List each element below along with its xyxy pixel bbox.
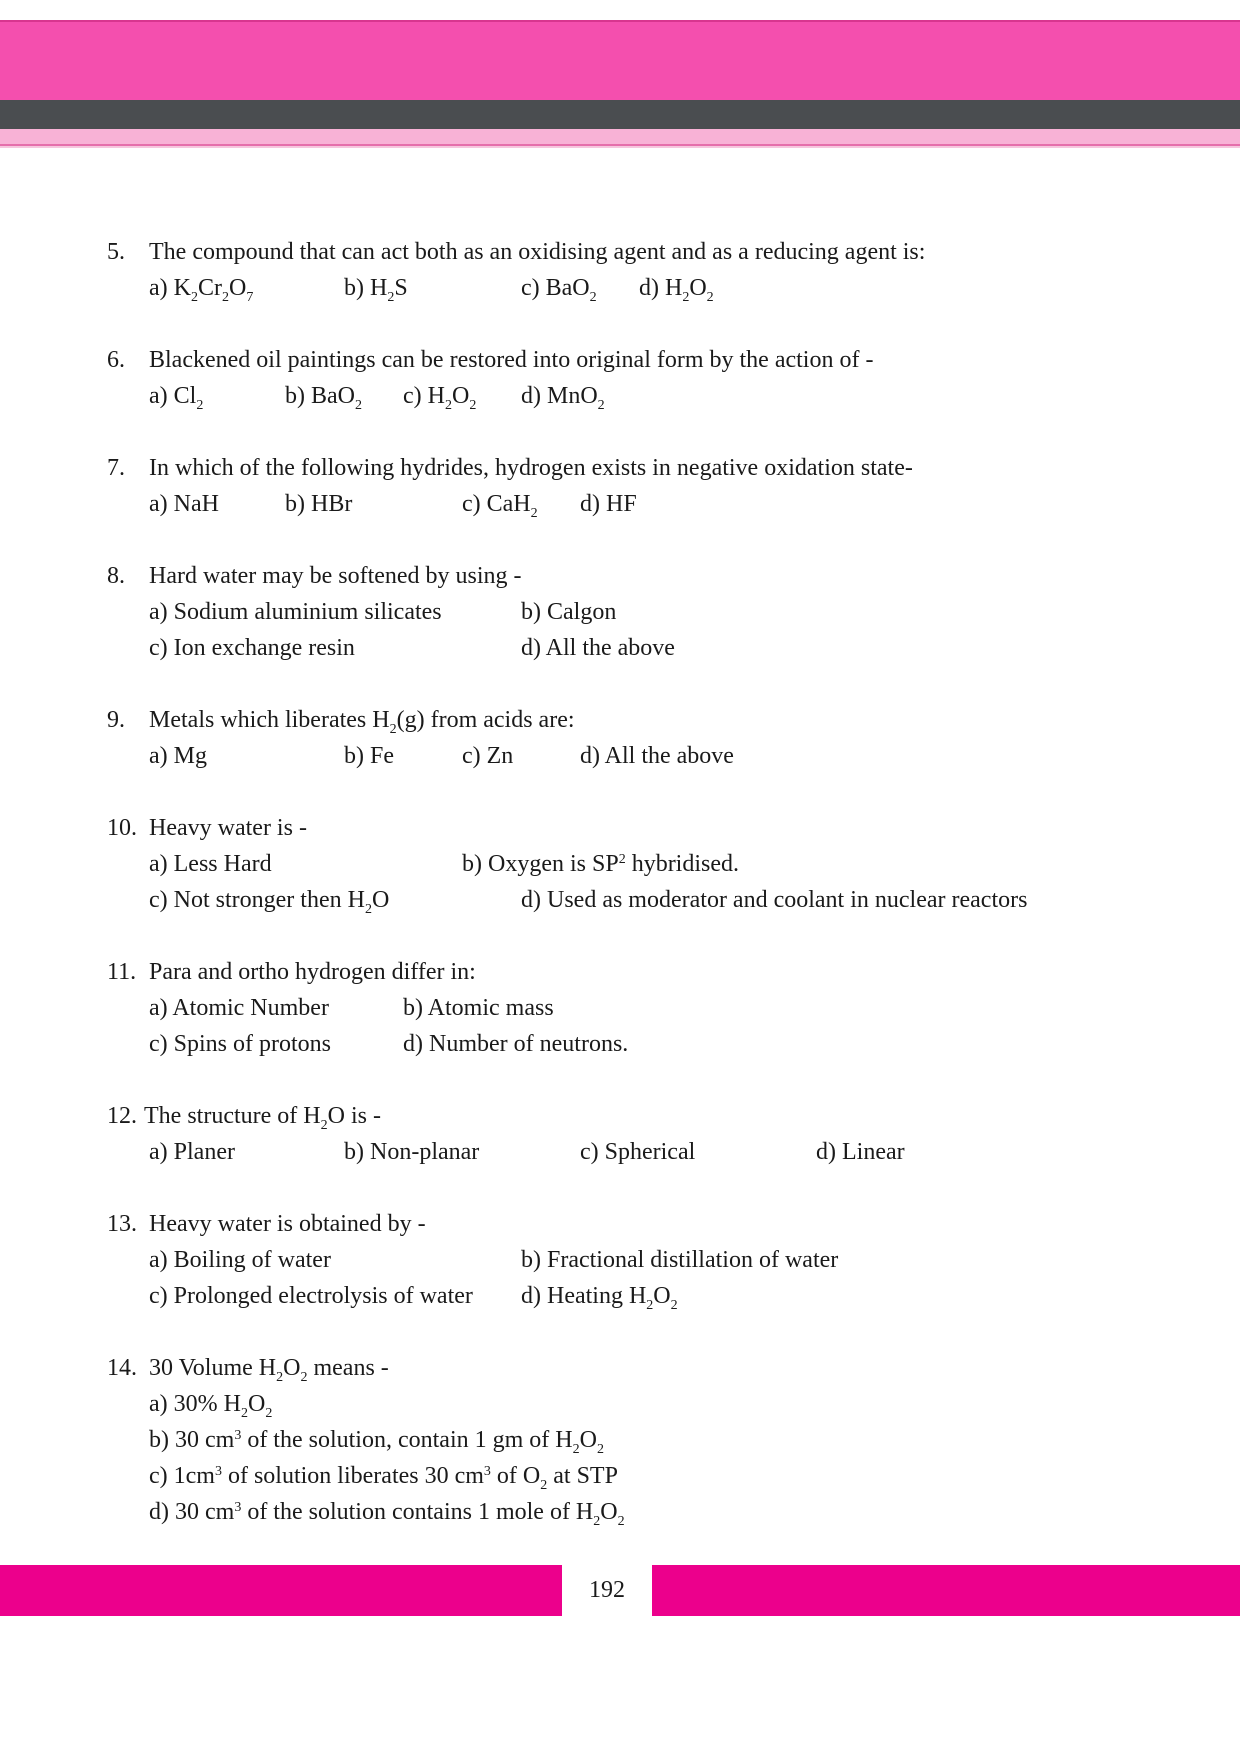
- option-a: a) $Cl_2$: [149, 383, 204, 413]
- footer-band-right: [652, 1565, 1240, 1616]
- option-c: c) $1cm^3$ of solution liberates 30 $cm^3$ of $O_2$ at STP: [149, 1463, 618, 1493]
- question-stem: Heavy water is obtained by -: [149, 1211, 426, 1237]
- option-a: a) Less Hard: [149, 851, 272, 877]
- option-b: b) Oxygen is $SP^2$ hybridised.: [462, 851, 740, 877]
- page-number: 192: [589, 1577, 625, 1603]
- question-stem: Hard water may be softened by using -: [149, 563, 522, 589]
- option-a: a) Sodium aluminium silicates: [149, 599, 442, 625]
- question-stem: Metals which liberates $H_2(g)$ from acids are:: [149, 707, 575, 737]
- option-c: c) Prolonged electrolysis of water: [149, 1283, 473, 1309]
- question-number: 7.: [107, 455, 125, 481]
- header-band-dark: [0, 100, 1240, 129]
- option-c: c) Spherical: [580, 1139, 696, 1165]
- question-number: 5.: [107, 239, 125, 265]
- option-d: d) Heating $H_2O_2$: [521, 1283, 678, 1313]
- question-number: 8.: [107, 563, 125, 589]
- option-a: a) Mg: [149, 743, 207, 769]
- question-stem: Blackened oil paintings can be restored into original form by the action of -: [149, 347, 874, 373]
- option-d: d) HF: [580, 491, 637, 517]
- question-stem: Para and ortho hydrogen differ in:: [149, 959, 476, 985]
- question-number: 6.: [107, 347, 125, 373]
- option-d: d) Linear: [816, 1139, 905, 1165]
- footer-band-left: [0, 1565, 562, 1616]
- option-c: c) Spins of protons: [149, 1031, 331, 1057]
- option-d: d) Used as moderator and coolant in nuclear reactors: [521, 887, 1028, 913]
- option-a: a) 30% $H_2O_2$: [149, 1391, 273, 1421]
- option-a: a) $K_2Cr_2O_7$: [149, 275, 254, 305]
- question-number: 10.: [107, 815, 137, 841]
- option-d: d) All the above: [580, 743, 734, 769]
- option-d: d) MnO$_2$: [521, 383, 605, 413]
- option-d: d) All the above: [521, 635, 675, 661]
- option-c: c) Ion exchange resin: [149, 635, 355, 661]
- option-c: c) Not stronger then $H_2O$: [149, 887, 390, 917]
- question-stem: 30 Volume $H_2O_2$ means -: [149, 1355, 389, 1385]
- question-stem: In which of the following hydrides, hydrogen exists in negative oxidation state-: [149, 455, 913, 481]
- option-a: a) NaH: [149, 491, 219, 517]
- question-stem: The compound that can act both as an oxidising agent and as a reducing agent is:: [149, 239, 926, 265]
- header-band-light: [0, 129, 1240, 146]
- option-b: b) 30 $cm^3$ of the solution, contain 1 gm of $H_2O_2$: [149, 1427, 604, 1457]
- option-b: b) Atomic mass: [403, 995, 554, 1021]
- question-number: 13.: [107, 1211, 137, 1237]
- option-b: b) Fe: [344, 743, 394, 769]
- option-b: b) BaO$_2$: [285, 383, 362, 413]
- question-stem: The structure of $H_2O$ is -: [144, 1103, 381, 1133]
- option-b: b) Calgon: [521, 599, 617, 625]
- option-c: c) BaO$_2$: [521, 275, 597, 305]
- option-a: a) Boiling of water: [149, 1247, 331, 1273]
- question-stem: Heavy water is -: [149, 815, 307, 841]
- option-d: d) 30 $cm^3$ of the solution contains 1 mole of $H_2O_2$: [149, 1499, 625, 1529]
- question-number: 14.: [107, 1355, 137, 1381]
- option-a: a) Planer: [149, 1139, 235, 1165]
- option-c: c) CaH$_2$: [462, 491, 538, 521]
- option-d: d) $H_2O_2$: [639, 275, 714, 305]
- question-number: 9.: [107, 707, 125, 733]
- question-number: 11.: [107, 959, 137, 985]
- header-band-pink: [0, 20, 1240, 100]
- option-b: b) HBr: [285, 491, 353, 517]
- option-b: b) Fractional distillation of water: [521, 1247, 839, 1273]
- option-d: d) Number of neutrons.: [403, 1031, 629, 1057]
- question-number: 12.: [107, 1103, 137, 1129]
- option-b: b) Non-planar: [344, 1139, 480, 1165]
- option-c: c) Zn: [462, 743, 514, 769]
- option-a: a) Atomic Number: [149, 995, 329, 1021]
- option-b: b) $H_2S$: [344, 275, 408, 305]
- option-c: c) $H_2O_2$: [403, 383, 477, 413]
